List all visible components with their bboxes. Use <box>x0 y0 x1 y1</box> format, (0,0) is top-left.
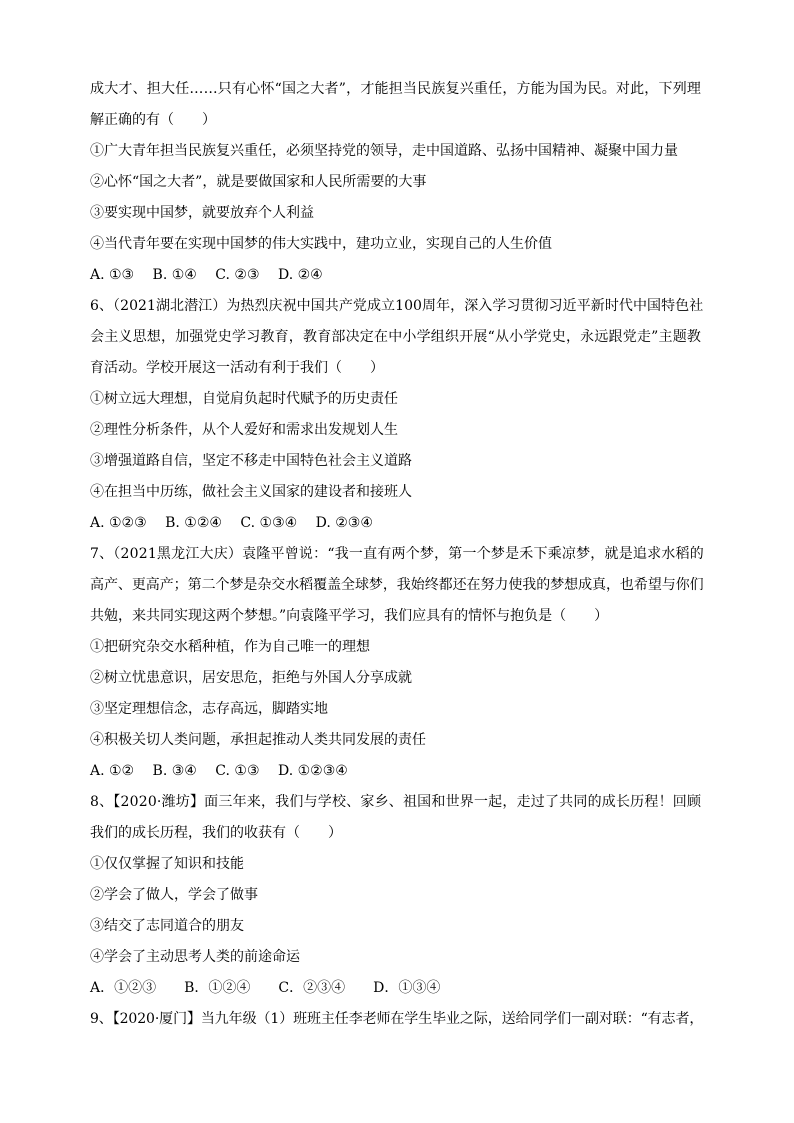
option-statement: ②学会了做人，学会了做事 <box>90 887 258 903</box>
question-5 <box>90 74 706 291</box>
option-statement: ①仅仅掌握了知识和技能 <box>90 856 244 872</box>
question-stem-line: 会主义思想，加强党史学习教育，教育部决定在中小学组织开展“从小学党史，永远跟党走”主题教 <box>90 329 702 345</box>
question-stem-line: 高产、更高产；第二个梦是杂交水稻覆盖全球梦，我始终都还在努力使我的梦想成真，也希望与你们 <box>90 577 704 593</box>
question-stem-line: 解正确的有（ ） <box>90 112 216 128</box>
question-7 <box>90 539 706 787</box>
option-statement: ①广大青年担当民族复兴重任，必须坚持党的领导，走中国道路、弘扬中国精神、凝聚中国力量 <box>90 143 678 159</box>
option-statement: ④当代青年要在实现中国梦的伟大实践中，建功立业，实现自己的人生价值 <box>90 236 552 252</box>
option-statement: ③增强道路自信，坚定不移走中国特色社会主义道路 <box>90 453 412 469</box>
question-stem-line: 6、（2021湖北潜江）为热烈庆祝中国共产党成立100周年，深入学习贯彻习近平新时代中国特色社 <box>90 298 704 314</box>
question-stem-line: 共勉，来共同实现这两个梦想。”向袁隆平学习，我们应具有的情怀与抱负是（ ） <box>90 608 609 624</box>
question-8 <box>90 787 706 1004</box>
answer-choices: A. ①②③ B. ①②④ C. ①③④ D. ②③④ <box>90 515 373 531</box>
question-stem-line: 8、【2020·潍坊】面三年来，我们与学校、家乡、祖国和世界一起，走过了共同的成长历程！回顾 <box>90 794 702 810</box>
option-statement: ③要实现中国梦，就要放弃个人利益 <box>90 205 314 221</box>
option-statement: ①树立远大理想，自觉肩负起时代赋予的历史责任 <box>90 391 398 407</box>
question-9 <box>90 1004 706 1035</box>
option-statement: ②理性分析条件，从个人爱好和需求出发规划人生 <box>90 422 398 438</box>
answer-choices: A. ①③ B. ①④ C. ②③ D. ②④ <box>90 267 323 283</box>
answer-choices: A．①②③ B．①②④ C．②③④ D．①③④ <box>90 980 441 996</box>
question-stem-line: 7、（2021黑龙江大庆）袁隆平曾说：“我一直有两个梦，第一个梦是禾下乘凉梦，就是追求水稻的 <box>90 546 704 562</box>
option-statement: ④在担当中历练，做社会主义国家的建设者和接班人 <box>90 484 412 500</box>
option-statement: ③坚定理想信念，志存高远，脚踏实地 <box>90 701 328 717</box>
exam-page <box>90 74 706 1035</box>
option-statement: ④积极关切人类问题，承担起推动人类共同发展的责任 <box>90 732 426 748</box>
option-statement: ③结交了志同道合的朋友 <box>90 918 244 934</box>
option-statement: ④学会了主动思考人类的前途命运 <box>90 949 300 965</box>
question-6 <box>90 291 706 539</box>
option-statement: ①把研究杂交水稻种植，作为自己唯一的理想 <box>90 639 370 655</box>
option-statement: ②心怀“国之大者”，就是要做国家和人民所需要的大事 <box>90 174 427 190</box>
question-stem-line: 9、【2020·厦门】当九年级（1）班班主任李老师在学生毕业之际，送给同学们一副对联：“有志者， <box>90 1011 704 1027</box>
answer-choices: A. ①② B. ③④ C. ①③ D. ①②③④ <box>90 763 348 779</box>
question-stem-line: 我们的成长历程，我们的收获有（ ） <box>90 825 342 841</box>
option-statement: ②树立忧患意识，居安思危，拒绝与外国人分享成就 <box>90 670 412 686</box>
question-stem-line: 育活动。学校开展这一活动有利于我们（ ） <box>90 360 384 376</box>
question-stem-line: 成大才、担大任……只有心怀“国之大者”，才能担当民族复兴重任，方能为国为民。对此，下列理 <box>90 81 702 97</box>
